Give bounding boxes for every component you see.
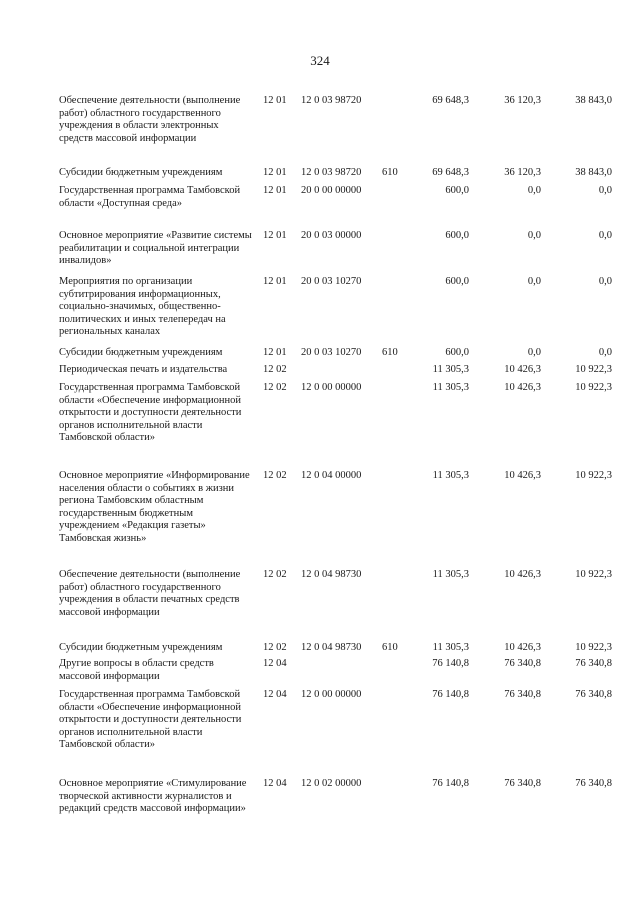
- row-amount-year-2: 10 426,3: [504, 569, 541, 580]
- row-target-article-code: 12 0 00 00000: [301, 382, 362, 393]
- row-amount-year-3: 0,0: [598, 276, 612, 287]
- row-target-article-code: 12 0 02 00000: [301, 778, 362, 789]
- row-amount-year-2: 76 340,8: [504, 778, 541, 789]
- row-amount-year-1: 11 305,3: [432, 364, 469, 375]
- row-amount-year-1: 69 648,3: [432, 95, 469, 106]
- row-name: Государственная программа Тамбовской области «Обеспечение информационной открытости и доступности деятельности органов исполнительной власти Тамбовской области»: [59, 689, 242, 751]
- row-name: Государственная программа Тамбовской области «Обеспечение информационной открытости и доступности деятельности органов исполнительной власти Тамбовской области»: [59, 382, 242, 444]
- row-amount-year-3: 10 922,3: [575, 470, 612, 481]
- row-name: Периодическая печать и издательства: [59, 364, 228, 375]
- row-amount-year-1: 76 140,8: [432, 778, 469, 789]
- row-name: Субсидии бюджетным учреждениям: [59, 642, 223, 653]
- row-amount-year-1: 76 140,8: [432, 689, 469, 700]
- row-expense-type-code: 610: [382, 642, 398, 653]
- row-target-article-code: 20 0 03 00000: [301, 230, 362, 241]
- row-target-article-code: 20 0 03 10270: [301, 276, 362, 287]
- row-target-article-code: 20 0 00 00000: [301, 185, 362, 196]
- row-section-code: 12 04: [263, 658, 287, 669]
- row-target-article-code: 12 0 03 98720: [301, 95, 362, 106]
- page-number: 324: [310, 53, 330, 68]
- row-section-code: 12 02: [263, 642, 287, 653]
- row-section-code: 12 02: [263, 470, 287, 481]
- row-section-code: 12 01: [263, 276, 287, 287]
- row-target-article-code: 12 0 04 98730: [301, 642, 362, 653]
- row-section-code: 12 02: [263, 364, 287, 375]
- row-amount-year-1: 600,0: [445, 276, 469, 287]
- row-amount-year-1: 11 305,3: [432, 470, 469, 481]
- row-section-code: 12 02: [263, 569, 287, 580]
- row-amount-year-3: 38 843,0: [575, 95, 612, 106]
- row-amount-year-3: 0,0: [598, 230, 612, 241]
- row-name: Субсидии бюджетным учреждениям: [59, 347, 223, 358]
- row-amount-year-1: 11 305,3: [432, 382, 469, 393]
- row-target-article-code: 12 0 04 00000: [301, 470, 362, 481]
- row-section-code: 12 01: [263, 185, 287, 196]
- row-section-code: 12 01: [263, 230, 287, 241]
- row-target-article-code: 12 0 00 00000: [301, 689, 362, 700]
- row-amount-year-3: 76 340,8: [575, 778, 612, 789]
- row-name: Мероприятия по организации субтитрирования информационных, социально-значимых, общественно-политических и иных телепередач на региональных каналах: [59, 276, 226, 338]
- row-expense-type-code: 610: [382, 167, 398, 178]
- row-amount-year-2: 0,0: [527, 185, 541, 196]
- row-amount-year-2: 36 120,3: [504, 167, 541, 178]
- row-name: Обеспечение деятельности (выполнение работ) областного государственного учреждения в области печатных средств массовой информации: [59, 569, 241, 618]
- row-amount-year-3: 76 340,8: [575, 658, 612, 669]
- row-section-code: 12 01: [263, 167, 287, 178]
- row-name: Основное мероприятие «Информирование населения области о событиях в жизни региона Тамбовским областным государственным бюджетным учреждением «Редакция газеты» Тамбовская жизнь»: [59, 470, 250, 544]
- row-section-code: 12 04: [263, 689, 287, 700]
- row-amount-year-2: 10 426,3: [504, 382, 541, 393]
- row-name: Субсидии бюджетным учреждениям: [59, 167, 223, 178]
- row-section-code: 12 01: [263, 347, 287, 358]
- row-name: Обеспечение деятельности (выполнение работ) областного государственного учреждения в области электронных средств массовой информации: [59, 95, 241, 144]
- row-amount-year-3: 38 843,0: [575, 167, 612, 178]
- row-name: Основное мероприятие «Развитие системы реабилитации и социальной интеграции инвалидов»: [59, 230, 252, 267]
- row-amount-year-3: 10 922,3: [575, 642, 612, 653]
- row-amount-year-3: 10 922,3: [575, 364, 612, 375]
- row-amount-year-1: 600,0: [445, 347, 469, 358]
- row-amount-year-2: 0,0: [527, 276, 541, 287]
- row-name: Другие вопросы в области средств массовой информации: [59, 658, 214, 682]
- row-name: Государственная программа Тамбовской области «Доступная среда»: [59, 185, 241, 209]
- row-amount-year-3: 10 922,3: [575, 382, 612, 393]
- row-section-code: 12 04: [263, 778, 287, 789]
- row-amount-year-2: 10 426,3: [504, 364, 541, 375]
- row-amount-year-2: 0,0: [527, 347, 541, 358]
- row-target-article-code: 12 0 04 98730: [301, 569, 362, 580]
- row-amount-year-3: 0,0: [598, 347, 612, 358]
- row-amount-year-3: 0,0: [598, 185, 612, 196]
- row-amount-year-2: 36 120,3: [504, 95, 541, 106]
- row-section-code: 12 02: [263, 382, 287, 393]
- row-amount-year-1: 11 305,3: [432, 642, 469, 653]
- row-amount-year-2: 10 426,3: [504, 642, 541, 653]
- row-section-code: 12 01: [263, 95, 287, 106]
- row-target-article-code: 12 0 03 98720: [301, 167, 362, 178]
- row-target-article-code: 20 0 03 10270: [301, 347, 362, 358]
- row-expense-type-code: 610: [382, 347, 398, 358]
- row-amount-year-3: 10 922,3: [575, 569, 612, 580]
- row-amount-year-1: 600,0: [445, 185, 469, 196]
- row-amount-year-1: 69 648,3: [432, 167, 469, 178]
- row-amount-year-2: 76 340,8: [504, 658, 541, 669]
- row-amount-year-1: 11 305,3: [432, 569, 469, 580]
- row-amount-year-2: 0,0: [527, 230, 541, 241]
- row-amount-year-3: 76 340,8: [575, 689, 612, 700]
- row-amount-year-2: 10 426,3: [504, 470, 541, 481]
- row-amount-year-2: 76 340,8: [504, 689, 541, 700]
- row-amount-year-1: 76 140,8: [432, 658, 469, 669]
- row-amount-year-1: 600,0: [445, 230, 469, 241]
- row-name: Основное мероприятие «Стимулирование творческой активности журналистов и редакций средств массовой информации»: [59, 778, 247, 815]
